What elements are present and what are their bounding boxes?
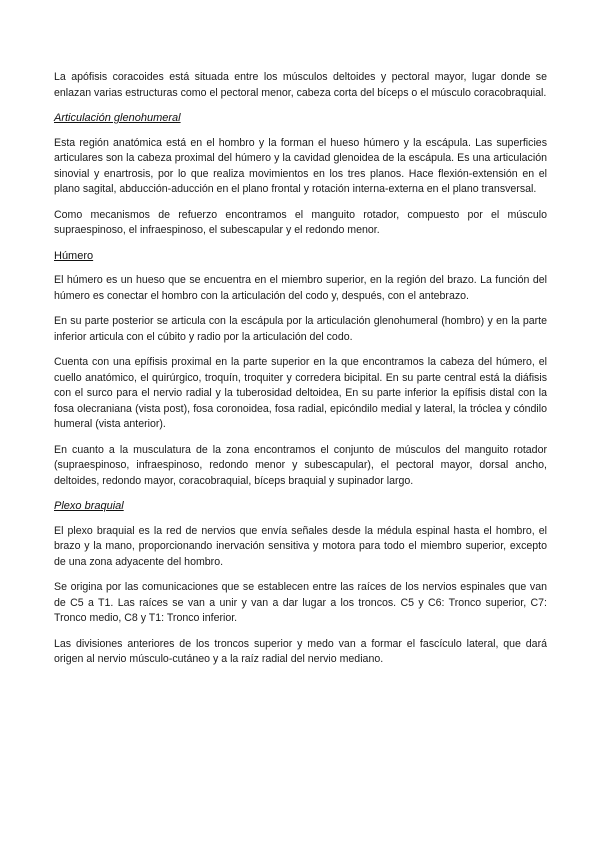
heading-humero: Húmero	[54, 249, 94, 262]
plexo-paragraph-2: Se origina por las comunicaciones que se establecen entre las raíces de los nervios espinales que van de C5 a T1. Las raíces se van a unir y van a dar lugar a los troncos. C5 y C6: Tronco superior, C7: Tronco medio, C8 y T1: Tronco inferior.	[54, 581, 547, 624]
heading-articulacion-glenohumeral: Articulación glenohumeral	[54, 112, 181, 124]
plexo-paragraph-1: El plexo braquial es la red de nervios que envía señales desde la médula espinal hasta el hombro, el brazo y la mano, proporcionando inervación sensitiva y motora para todo el miembro superior, excepto de una zona adyacente del hombro.	[54, 524, 547, 568]
glenohumeral-paragraph-1: Esta región anatómica está en el hombro y la forman el hueso húmero y la escápula. Las superficies articulares son la cabeza proximal del húmero y la cavidad glenoidea de la escápula. Es una articulación sinovial y enartrosis, por lo que realiza movimientos en los tres planos. Hace flexión-extensión en el plano sagital, abducción-aducción en el plano frontal y rotación interna-externa en el plano transversal.	[54, 136, 547, 195]
plexo-paragraph-3: Las divisiones anteriores de los troncos superior y medo van a formar el fascículo lateral, que dará origen al nervio músculo-cutáneo y a la raíz radial del nervio mediano.	[54, 637, 547, 665]
humero-paragraph-3: Cuenta con una epífisis proximal en la parte superior en la que encontramos la cabeza del húmero, el cuello anatómico, el quirúrgico, troquín, troquiter y corredera bicipital. En su parte central está la diáfisis con el surco para el nervio radial y la tuberosidad deltoidea, En su parte inferior la epífisis distal con la fosa olecraniana (vista post), fosa coronoidea, fosa radial, epicóndilo medial y lateral, la tróclea y cóndilo humeral (vista anterior).	[54, 356, 547, 430]
glenohumeral-paragraph-2: Como mecanismos de refuerzo encontramos el manguito rotador, compuesto por el músculo supraespinoso, el infraespinoso, el subescapular y el redondo menor.	[54, 208, 547, 236]
humero-paragraph-4: En cuanto a la musculatura de la zona encontramos el conjunto de músculos del manguito rotador (supraespinoso, infraespinoso, redondo menor y subescapular), el pectoral mayor, dorsal ancho, deltoides, redondo mayor, coracobraquial, bíceps braquial y supinador largo.	[54, 443, 547, 487]
intro-paragraph: La apófisis coracoides está situada entre los músculos deltoides y pectoral mayor, lugar donde se enlazan varias estructuras como el pectoral menor, cabeza corta del bíceps o el músculo coracobraquial.	[54, 71, 547, 99]
humero-paragraph-2: En su parte posterior se articula con la escápula por la articulación glenohumeral (hombro) y en la parte inferior articula con el cúbito y radio por la articulación del codo.	[54, 315, 547, 343]
humero-paragraph-1: El húmero es un hueso que se encuentra en el miembro superior, en la región del brazo. La función del húmero es conectar el hombro con la articulación del codo y, después, con el antebrazo.	[54, 274, 547, 302]
heading-plexo-braquial: Plexo braquial	[54, 500, 124, 512]
document-page	[54, 70, 547, 678]
